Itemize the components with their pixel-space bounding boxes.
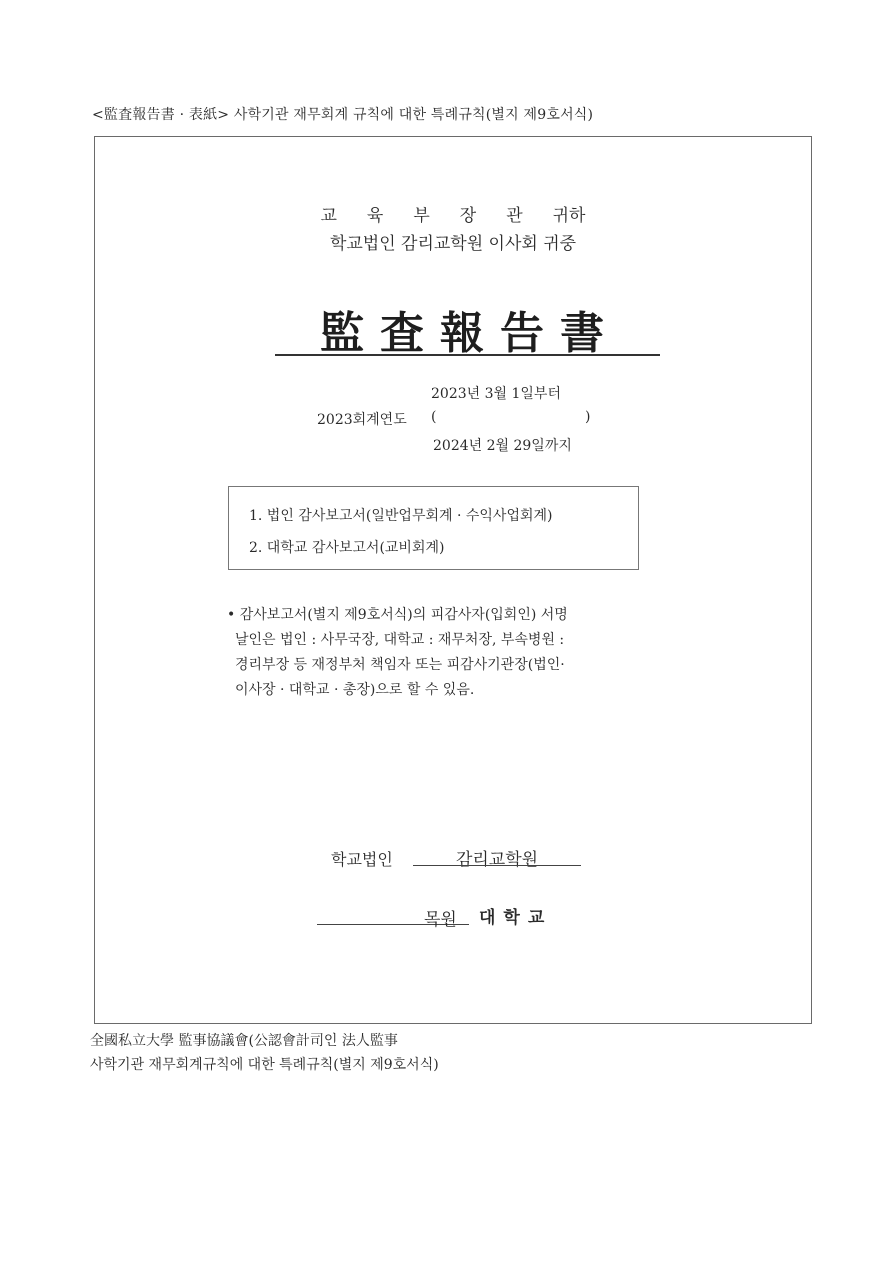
- period-paren-open: (: [431, 409, 437, 425]
- cover-frame: [94, 136, 812, 1024]
- note-line: 날인은 법인 : 사무국장, 대학교 : 재무처장, 부속병원 :: [235, 632, 565, 648]
- school-corp-name: 감리교학원: [455, 850, 539, 870]
- footer-association: 全國私立大學 監事協議會(公認會計司인 法人監事: [90, 1033, 398, 1049]
- school-corp-label: 학교법인: [331, 850, 393, 869]
- recipient-ministry-suffix: 귀하: [552, 206, 586, 226]
- signature-note: [227, 603, 647, 703]
- recipient-ministry-name: 교육부장관: [320, 206, 553, 226]
- recipient-ministry: [95, 201, 811, 226]
- note-line: 경리부장 등 재정부처 책임자 또는 피감사기관장(법인·: [235, 657, 565, 673]
- university-suffix: 대학교: [479, 908, 553, 928]
- corp-name-underline: [413, 865, 581, 866]
- fiscal-year-label: 2023회계연도: [317, 412, 407, 428]
- note-line: • 감사보고서(별지 제9호서식)의 피감사자(입회인) 서명: [227, 607, 568, 623]
- report-item: 2. 대학교 감사보고서(교비회계): [249, 540, 445, 556]
- document-title: 監査報告書: [320, 308, 620, 359]
- report-list-box: [228, 486, 639, 570]
- period-start: 2023년 3월 1일부터: [431, 386, 561, 402]
- period-paren-close: ): [585, 409, 591, 425]
- header-caption: <監査報告書 · 表紙> 사학기관 재무회계 규칙에 대한 특례규칙(별지 제9호서식): [92, 107, 594, 123]
- title-underline: [275, 354, 660, 356]
- report-item: 1. 법인 감사보고서(일반업무회계 · 수익사업회계): [249, 508, 553, 524]
- note-line: 이사장 · 대학교 · 총장)으로 할 수 있음.: [235, 682, 475, 698]
- university-name: 목원: [424, 910, 457, 930]
- period-end: 2024년 2월 29일까지: [433, 438, 572, 454]
- footer-regulation: 사학기관 재무회계규칙에 대한 특례규칙(별지 제9호서식): [90, 1057, 439, 1073]
- recipient-board: 학교법인 감리교학원 이사회 귀중: [329, 234, 577, 254]
